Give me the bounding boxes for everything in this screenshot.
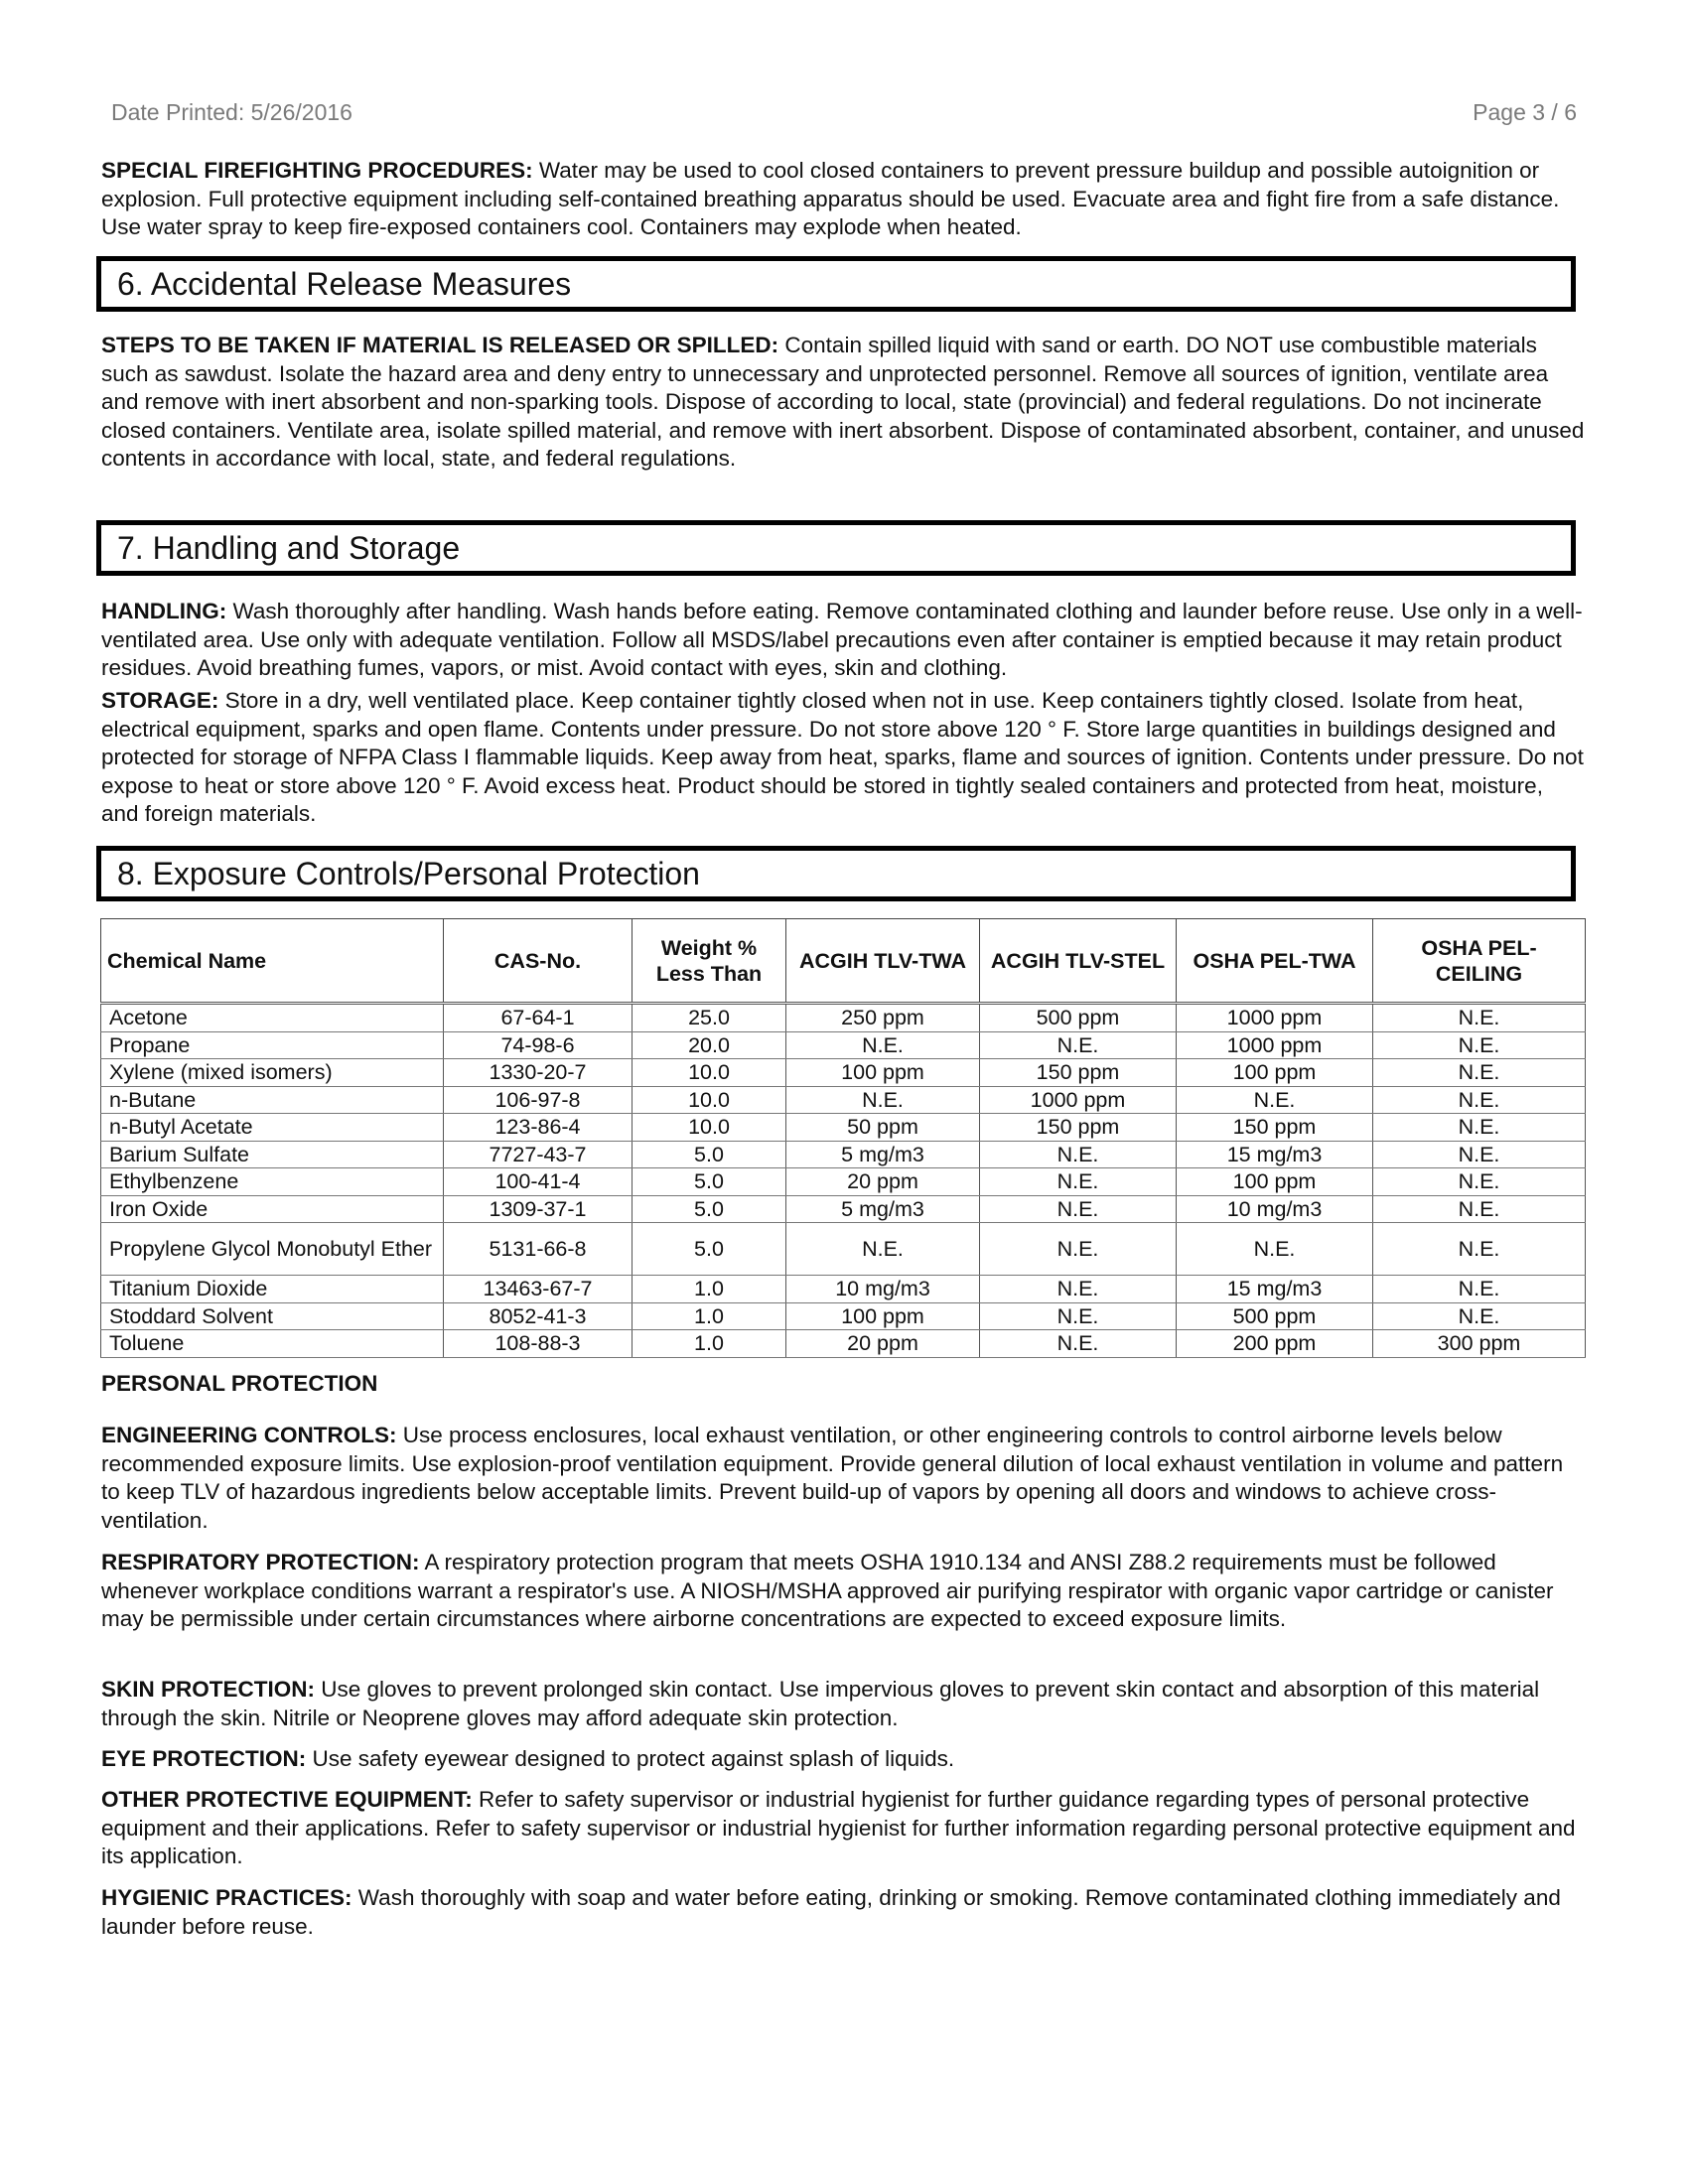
- firefighting-label: SPECIAL FIREFIGHTING PROCEDURES:: [101, 158, 533, 183]
- cell: n-Butane: [101, 1086, 444, 1114]
- hygienic-text: Wash thoroughly with soap and water before eating, drinking or smoking. Remove contaminated clothing immediately and launder before reuse.: [101, 1885, 1561, 1939]
- col-osha-ceiling: OSHA PEL-CEILING: [1373, 919, 1586, 1004]
- other-equipment-label: OTHER PROTECTIVE EQUIPMENT:: [101, 1787, 473, 1812]
- cell: Propane: [101, 1031, 444, 1059]
- other-equipment-paragraph: [101, 1786, 1586, 1871]
- cell: N.E.: [1373, 1223, 1586, 1276]
- page-header: [111, 99, 1577, 126]
- storage-text: Store in a dry, well ventilated place. Keep container tightly closed when not in use. Keep containers tightly closed. Isolate from heat, electrical equipment, sparks and open flame. Contents under pressure. Do not store above 120 ° F. Store large quantities in buildings designed and protected for storage of NFPA Class I flammable liquids. Keep away from heat, sparks, flame and sources of ignition. Contents under pressure. Do not expose to heat or store above 120 ° F. Avoid excess heat. Product should be stored in tightly sealed containers and protected from heat, moisture, and foreign materials.: [101, 688, 1584, 826]
- cell: Propylene Glycol Monobutyl Ether: [101, 1223, 444, 1276]
- cell: N.E.: [1373, 1302, 1586, 1330]
- cell: 300 ppm: [1373, 1330, 1586, 1358]
- cell: N.E.: [1373, 1195, 1586, 1223]
- cell: N.E.: [1373, 1168, 1586, 1196]
- cell: Ethylbenzene: [101, 1168, 444, 1196]
- exposure-table-header: [101, 919, 1586, 1004]
- col-chemical-name: Chemical Name: [101, 919, 444, 1004]
- cell: Xylene (mixed isomers): [101, 1059, 444, 1087]
- cell: 100 ppm: [1177, 1059, 1373, 1087]
- table-row: [101, 1086, 1586, 1114]
- engineering-text: Use process enclosures, local exhaust ventilation, or other engineering controls to control airborne levels below recommended exposure limits. Use explosion-proof ventilation equipment. Provide general dilution of local exhaust ventilation in volume and pattern to keep TLV of hazardous ingredients below acceptable limits. Prevent build-up of vapors by opening all doors and windows to achieve cross-ventilation.: [101, 1423, 1564, 1533]
- section-8-title: 8. Exposure Controls/Personal Protection: [96, 846, 1576, 901]
- cell: N.E.: [980, 1330, 1177, 1358]
- cell: n-Butyl Acetate: [101, 1114, 444, 1142]
- section-7-title: 7. Handling and Storage: [96, 520, 1576, 576]
- cell: 67-64-1: [444, 1004, 633, 1032]
- cell: 5 mg/m3: [786, 1195, 980, 1223]
- cell: N.E.: [1373, 1276, 1586, 1303]
- storage-label: STORAGE:: [101, 688, 219, 713]
- cell: 150 ppm: [980, 1059, 1177, 1087]
- cell: 5.0: [633, 1223, 786, 1276]
- cell: 1000 ppm: [1177, 1004, 1373, 1032]
- cell: 1000 ppm: [980, 1086, 1177, 1114]
- personal-protection-heading: PERSONAL PROTECTION: [101, 1371, 378, 1396]
- table-row: [101, 1114, 1586, 1142]
- cell: 10.0: [633, 1114, 786, 1142]
- cell: 1.0: [633, 1302, 786, 1330]
- cell: 200 ppm: [1177, 1330, 1373, 1358]
- firefighting-paragraph: [101, 157, 1586, 242]
- col-cas-no: CAS-No.: [444, 919, 633, 1004]
- eye-label: EYE PROTECTION:: [101, 1746, 307, 1771]
- cell: 500 ppm: [1177, 1302, 1373, 1330]
- cell: N.E.: [980, 1276, 1177, 1303]
- cell: 20 ppm: [786, 1330, 980, 1358]
- cell: 5.0: [633, 1195, 786, 1223]
- release-text: Contain spilled liquid with sand or earth. DO NOT use combustible materials such as sawdust. Isolate the hazard area and deny entry to unnecessary and unprotected personnel. Remove all sources of ignition, ventilate area and remove with inert absorbent and non-sparking tools. Dispose of according to local, state (provincial) and federal regulations. Do not incinerate closed containers. Ventilate area, isolate spilled material, and remove with inert absorbent. Dispose of contaminated absorbent, container, and unused contents in accordance with local, state, and federal regulations.: [101, 333, 1585, 471]
- cell: N.E.: [1373, 1031, 1586, 1059]
- cell: 1000 ppm: [1177, 1031, 1373, 1059]
- cell: 15 mg/m3: [1177, 1276, 1373, 1303]
- cell: 10 mg/m3: [1177, 1195, 1373, 1223]
- cell: 8052-41-3: [444, 1302, 633, 1330]
- cell: Titanium Dioxide: [101, 1276, 444, 1303]
- cell: N.E.: [786, 1223, 980, 1276]
- eye-text: Use safety eyewear designed to protect against splash of liquids.: [306, 1746, 955, 1771]
- skin-label: SKIN PROTECTION:: [101, 1677, 316, 1702]
- cell: N.E.: [1373, 1141, 1586, 1168]
- exposure-table: [100, 918, 1586, 1358]
- engineering-label: ENGINEERING CONTROLS:: [101, 1423, 397, 1447]
- cell: 10 mg/m3: [786, 1276, 980, 1303]
- cell: 5 mg/m3: [786, 1141, 980, 1168]
- cell: 13463-67-7: [444, 1276, 633, 1303]
- storage-paragraph: [101, 687, 1586, 829]
- release-paragraph: [101, 332, 1586, 474]
- cell: Iron Oxide: [101, 1195, 444, 1223]
- release-label: STEPS TO BE TAKEN IF MATERIAL IS RELEASED OR SPILLED:: [101, 333, 779, 357]
- hygienic-paragraph: [101, 1884, 1586, 1941]
- cell: N.E.: [980, 1195, 1177, 1223]
- cell: 150 ppm: [980, 1114, 1177, 1142]
- table-row: [101, 1302, 1586, 1330]
- cell: N.E.: [980, 1302, 1177, 1330]
- col-acgih-twa: ACGIH TLV-TWA: [786, 919, 980, 1004]
- cell: 25.0: [633, 1004, 786, 1032]
- cell: 7727-43-7: [444, 1141, 633, 1168]
- cell: 50 ppm: [786, 1114, 980, 1142]
- cell: 150 ppm: [1177, 1114, 1373, 1142]
- cell: 20 ppm: [786, 1168, 980, 1196]
- table-row: [101, 1059, 1586, 1087]
- page-number: Page 3 / 6: [1473, 99, 1577, 125]
- section-6-title: 6. Accidental Release Measures: [96, 256, 1576, 312]
- table-row: [101, 1141, 1586, 1168]
- hygienic-label: HYGIENIC PRACTICES:: [101, 1885, 352, 1910]
- cell: 1330-20-7: [444, 1059, 633, 1087]
- cell: N.E.: [980, 1168, 1177, 1196]
- cell: 100 ppm: [1177, 1168, 1373, 1196]
- cell: N.E.: [1373, 1004, 1586, 1032]
- eye-paragraph: [101, 1745, 1586, 1774]
- cell: Stoddard Solvent: [101, 1302, 444, 1330]
- respiratory-text: A respiratory protection program that meets OSHA 1910.134 and ANSI Z88.2 requirements must be followed whenever workplace conditions warrant a respirator's use. A NIOSH/MSHA approved air purifying respirator with organic vapor cartridge or canister may be permissible under certain circumstances where airborne concentrations are expected to exceed exposure limits.: [101, 1550, 1554, 1631]
- cell: 250 ppm: [786, 1004, 980, 1032]
- col-acgih-stel: ACGIH TLV-STEL: [980, 919, 1177, 1004]
- cell: 5131-66-8: [444, 1223, 633, 1276]
- cell: 106-97-8: [444, 1086, 633, 1114]
- table-row: [101, 1223, 1586, 1276]
- other-equipment-text: Refer to safety supervisor or industrial hygienist for further guidance regarding types of personal protective equipment and their applications. Refer to safety supervisor or industrial hygienist for further information regarding personal protective equipment and its application.: [101, 1787, 1576, 1868]
- table-row: [101, 1031, 1586, 1059]
- cell: 123-86-4: [444, 1114, 633, 1142]
- cell: N.E.: [1373, 1086, 1586, 1114]
- cell: 1.0: [633, 1276, 786, 1303]
- cell: 10.0: [633, 1059, 786, 1087]
- cell: N.E.: [1373, 1114, 1586, 1142]
- cell: Barium Sulfate: [101, 1141, 444, 1168]
- respiratory-label: RESPIRATORY PROTECTION:: [101, 1550, 420, 1574]
- handling-text: Wash thoroughly after handling. Wash hands before eating. Remove contaminated clothing and launder before reuse. Use only in a well-ventilated area. Use only with adequate ventilation. Follow all MSDS/label precautions even after container is emptied because it may retain product residues. Avoid breathing fumes, vapors, or mist. Avoid contact with eyes, skin and clothing.: [101, 599, 1583, 680]
- cell: 1.0: [633, 1330, 786, 1358]
- col-osha-twa: OSHA PEL-TWA: [1177, 919, 1373, 1004]
- date-printed: Date Printed: 5/26/2016: [111, 99, 352, 125]
- cell: N.E.: [980, 1141, 1177, 1168]
- table-row: [101, 1330, 1586, 1358]
- cell: 5.0: [633, 1168, 786, 1196]
- col-weight: Weight % Less Than: [633, 919, 786, 1004]
- table-row: [101, 1195, 1586, 1223]
- cell: Acetone: [101, 1004, 444, 1032]
- table-row: [101, 1168, 1586, 1196]
- cell: N.E.: [786, 1086, 980, 1114]
- cell: 100 ppm: [786, 1302, 980, 1330]
- cell: 100-41-4: [444, 1168, 633, 1196]
- cell: 20.0: [633, 1031, 786, 1059]
- cell: 1309-37-1: [444, 1195, 633, 1223]
- cell: N.E.: [1177, 1086, 1373, 1114]
- table-row: [101, 1276, 1586, 1303]
- cell: 10.0: [633, 1086, 786, 1114]
- cell: 15 mg/m3: [1177, 1141, 1373, 1168]
- respiratory-paragraph: [101, 1549, 1586, 1634]
- handling-label: HANDLING:: [101, 599, 227, 623]
- firefighting-text: Water may be used to cool closed containers to prevent pressure buildup and possible autoignition or explosion. Full protective equipment including self-contained breathing apparatus should be used. Evacuate area and fight fire from a safe distance. Use water spray to keep fire-exposed containers cool. Containers may explode when heated.: [101, 158, 1560, 239]
- cell: N.E.: [1373, 1059, 1586, 1087]
- cell: N.E.: [980, 1223, 1177, 1276]
- cell: 74-98-6: [444, 1031, 633, 1059]
- cell: 100 ppm: [786, 1059, 980, 1087]
- table-row: [101, 1004, 1586, 1032]
- cell: Toluene: [101, 1330, 444, 1358]
- skin-paragraph: [101, 1676, 1586, 1732]
- skin-text: Use gloves to prevent prolonged skin contact. Use impervious gloves to prevent skin contact and absorption of this material through the skin. Nitrile or Neoprene gloves may afford adequate skin protection.: [101, 1677, 1540, 1730]
- cell: N.E.: [1177, 1223, 1373, 1276]
- cell: N.E.: [786, 1031, 980, 1059]
- handling-paragraph: [101, 598, 1586, 683]
- cell: 500 ppm: [980, 1004, 1177, 1032]
- engineering-paragraph: [101, 1422, 1586, 1535]
- cell: 108-88-3: [444, 1330, 633, 1358]
- cell: N.E.: [980, 1031, 1177, 1059]
- cell: 5.0: [633, 1141, 786, 1168]
